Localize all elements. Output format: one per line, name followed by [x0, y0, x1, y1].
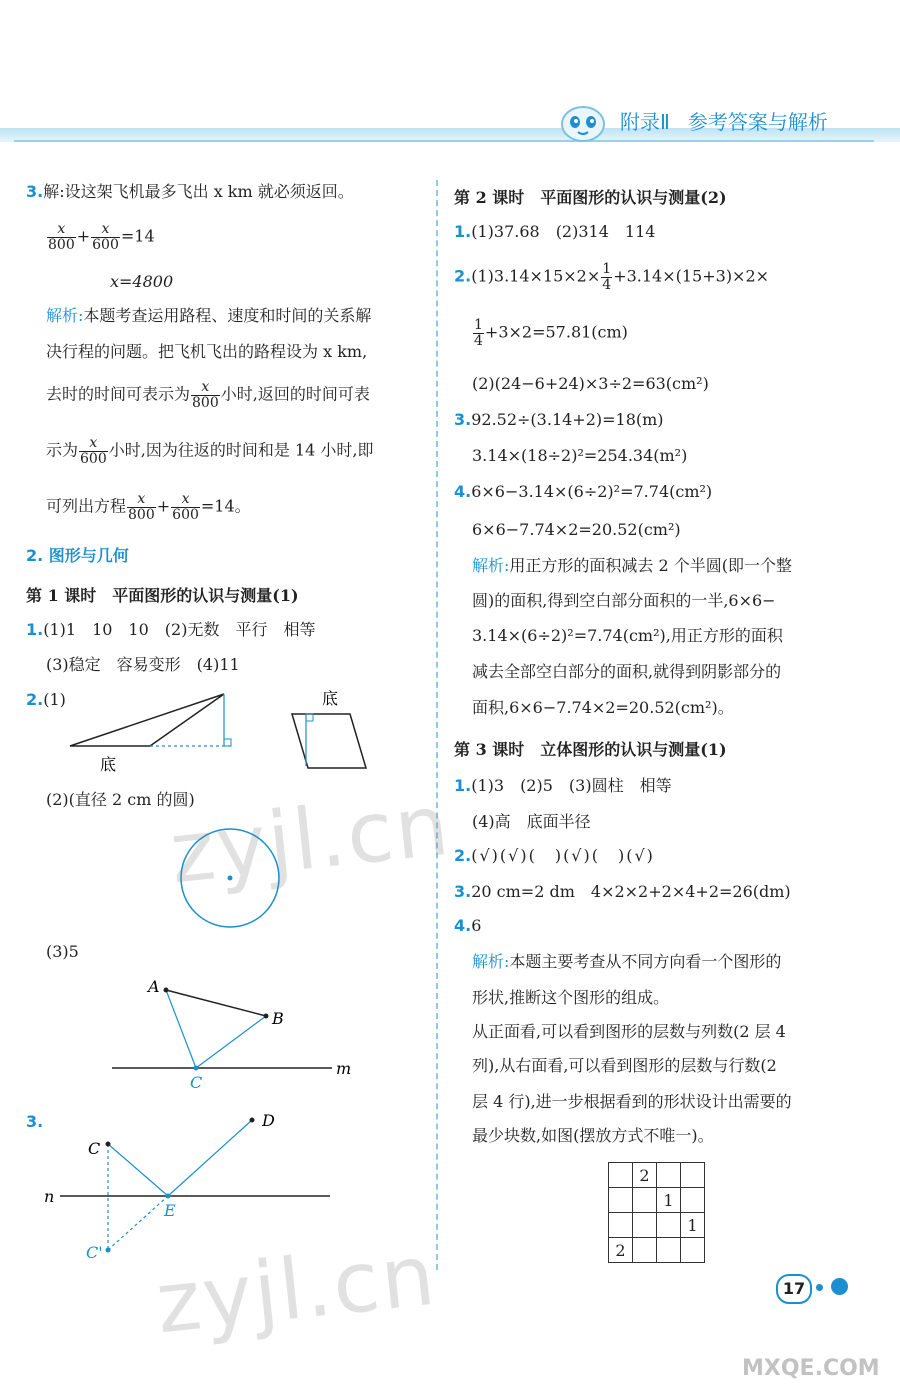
svg-text:A: A: [148, 977, 160, 996]
svg-text:底: 底: [322, 689, 339, 708]
r-q4-line1: 4.6×6−3.14×(6÷2)²=7.74(cm²): [454, 482, 713, 501]
header-rule: [14, 140, 874, 142]
r-q4-analysis-1: 解析:用正方形的面积减去 2 个半圆(即一个整: [472, 556, 793, 575]
r3-q4-analysis-2: 形状,推断这个图形的组成。: [472, 988, 670, 1007]
r-q2-line1: 2.(1)3.14×15×2× $\frac{1}{4}$ +3.14×(15+3)×2×: [454, 261, 770, 293]
svg-text:E: E: [164, 1201, 176, 1220]
corner-watermark: MXQE.COM: [742, 1356, 880, 1381]
r-q4-line2: 6×6−7.74×2=20.52(cm²): [472, 520, 681, 539]
r3-q4-para-4: 最少块数,如图(摆放方式不唯一)。: [472, 1126, 714, 1145]
l1q3-num: 3.: [26, 1112, 44, 1131]
q3-analysis-4: 示为 $\frac{x}{600}$ 小时,因为往返的时间和是 14 小时,即: [46, 435, 374, 467]
l1q2-line3: (3)5: [46, 942, 79, 961]
section-title: 2. 图形与几何: [26, 546, 129, 565]
r-q2-line2: $\frac{1}{4}$ +3×2=57.81(cm): [474, 317, 628, 349]
r-q2-line3: (2)(24−6+24)×3÷2=63(cm²): [472, 374, 709, 393]
r3-q4-para-1: 从正面看,可以看到图形的层数与列数(2 层 4: [472, 1022, 786, 1041]
r3-q1-line2: (4)高 底面半径: [472, 812, 591, 831]
q3-analysis-5: 可列出方程 $\frac{x}{800}$ + $\frac{x}{600}$ =14。: [46, 491, 251, 523]
header-title: 附录Ⅱ 参考答案与解析: [620, 110, 828, 134]
l1q1-line2: (3)稳定 容易变形 (4)11: [46, 655, 240, 674]
page-number: 17: [776, 1274, 812, 1304]
l1q2-line1: 2.(1): [26, 690, 66, 709]
svg-text:D: D: [262, 1111, 275, 1130]
lesson2-title: 第 2 课时 平面图形的认识与测量(2): [454, 188, 727, 207]
lesson3-title: 第 3 课时 立体图形的认识与测量(1): [454, 740, 727, 759]
mascot-icon: [558, 100, 608, 144]
r-q4-analysis-4: 减去全部空白部分的面积,就得到阴影部分的: [472, 662, 782, 681]
r-q4-analysis-5: 面积,6×6−7.74×2=20.52(cm²)。: [472, 698, 734, 717]
q3-analysis-3: 去时的时间可表示为 $\frac{x}{800}$ 小时,返回的时间可表: [46, 379, 370, 411]
r3-q3: 3.20 cm=2 dm 4×2×2+2×4+2=26(dm): [454, 882, 791, 901]
r3-q2: 2.(√)(√)( )(√)( )(√): [454, 846, 655, 865]
r3-q4-para-3: 层 4 行),进一步根据看到的形状设计出需要的: [472, 1092, 792, 1111]
q3-equation: $\frac{x}{800}$ + $\frac{x}{600}$ =14: [48, 221, 155, 253]
r3-q1-line1: 1.(1)3 (2)5 (3)圆柱 相等: [454, 776, 672, 795]
r-q4-analysis-3: 3.14×(6÷2)²=7.74(cm²),用正方形的面积: [472, 626, 783, 645]
svg-text:B: B: [272, 1009, 284, 1028]
watermark-1: zyjl.cn: [165, 775, 455, 903]
r-q1: 1.(1)37.68 (2)314 114: [454, 222, 656, 241]
q3-line: 3.解:设这架飞机最多飞出 x km 就必须返回。: [26, 182, 354, 201]
svg-text:m: m: [336, 1059, 352, 1078]
watermark-2: zyjl.cn: [151, 1225, 441, 1353]
r-q4-analysis-2: 圆)的面积,得到空白部分面积的一半,6×6−: [472, 591, 776, 610]
dot-large-icon: [831, 1278, 848, 1295]
r-q3-line2: 3.14×(18÷2)²=254.34(m²): [472, 446, 688, 465]
block-grid: 2 1 1 2: [608, 1162, 705, 1263]
l1q1-line1: 1.(1)1 10 10 (2)无数 平行 相等: [26, 620, 316, 639]
svg-text:n: n: [44, 1187, 55, 1206]
lesson1-title: 第 1 课时 平面图形的认识与测量(1): [26, 586, 299, 605]
svg-text:C': C': [86, 1243, 103, 1262]
svg-text:底: 底: [100, 755, 117, 774]
figure-triangle-parallelogram: [60, 686, 370, 780]
q3-analysis-1: 解析:本题考查运用路程、速度和时间的关系解: [46, 306, 372, 325]
figure-abc: [100, 972, 360, 1094]
r-q3-line1: 3.92.52÷(3.14+2)=18(m): [454, 410, 664, 429]
svg-text:C: C: [88, 1139, 101, 1158]
r3-q4-analysis-1: 解析:本题主要考查从不同方向看一个图形的: [472, 952, 782, 971]
l1q2-line2: (2)(直径 2 cm 的圆): [46, 790, 195, 809]
r3-q4-para-2: 列),从右面看,可以看到图形的层数与行数(2: [472, 1056, 777, 1075]
column-divider: [436, 180, 438, 1270]
dot-small-icon: [816, 1284, 823, 1291]
q3-analysis-2: 决行程的问题。把飞机飞出的路程设为 x km,: [46, 342, 368, 361]
r3-q4: 4.6: [454, 916, 482, 935]
svg-text:C: C: [190, 1073, 203, 1092]
q3-solution: x=4800: [110, 272, 174, 291]
